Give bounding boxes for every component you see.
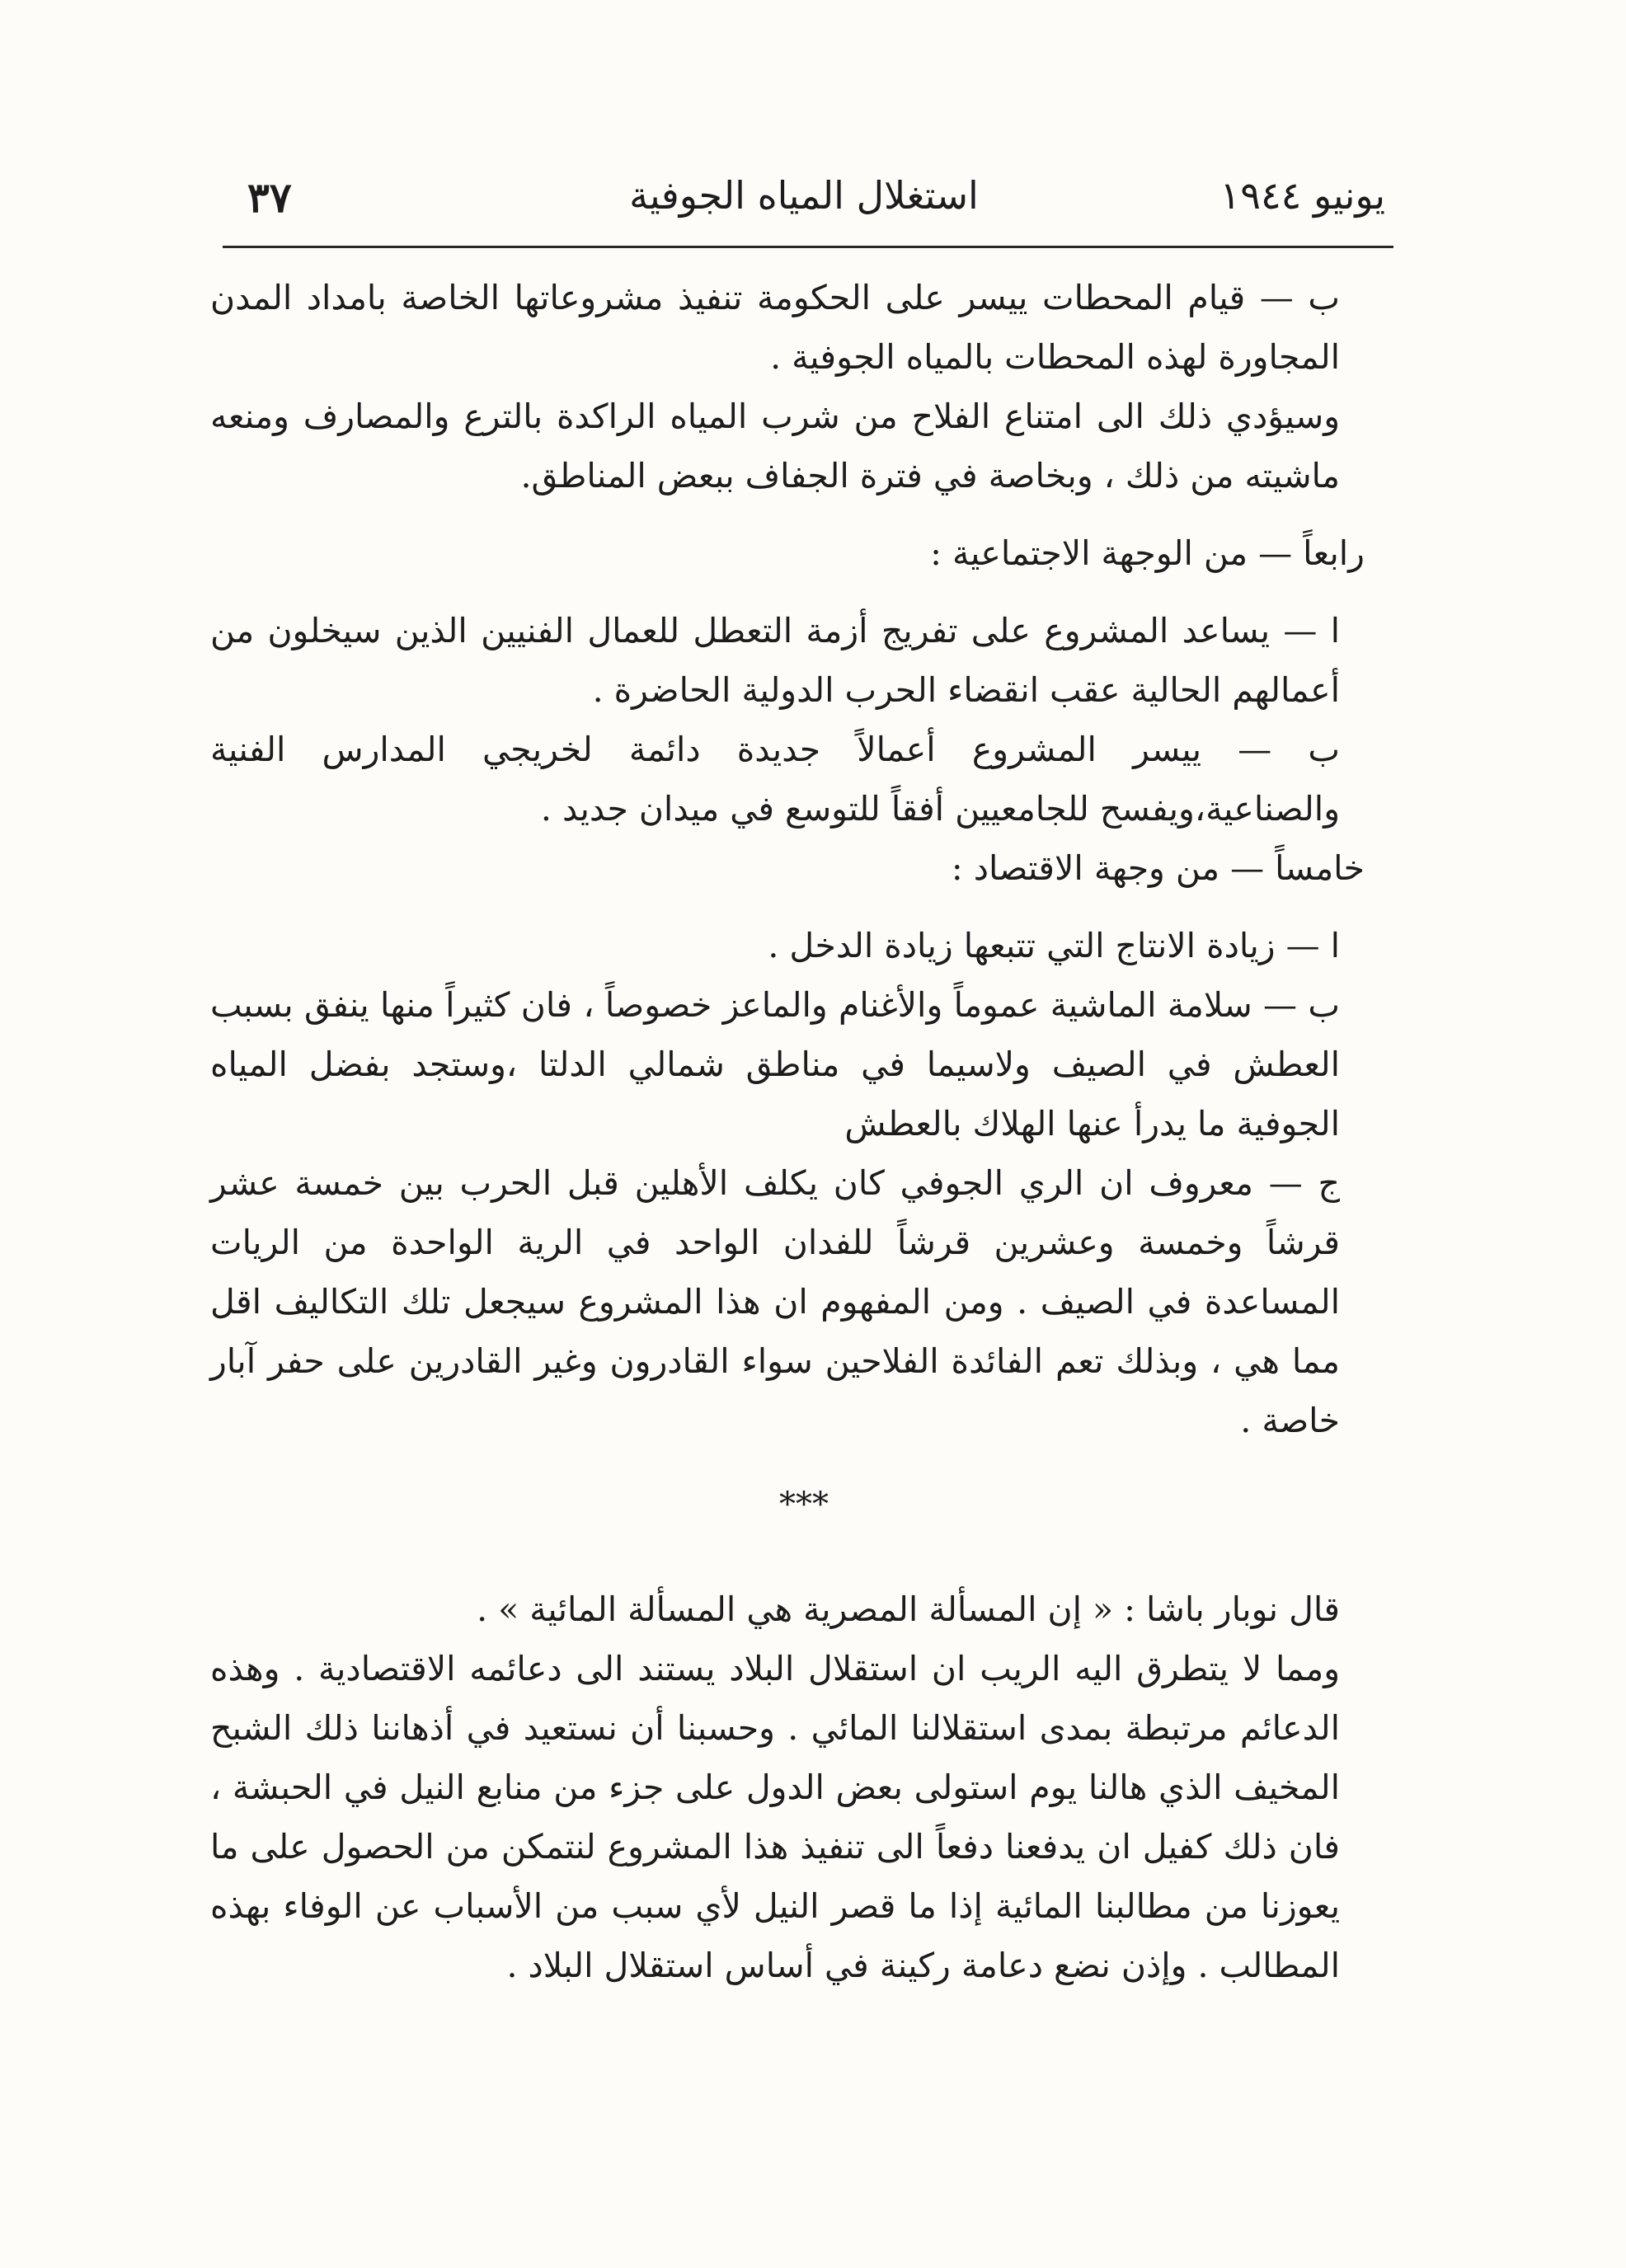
paragraph-b-stations: ب — قيام المحطات ييسر على الحكومة تنفيذ مشروعاتها الخاصة بامداد المدن المجاورة لهذه المحطات بالمياه الجوفية . — [210, 278, 1340, 377]
header-divider — [223, 246, 1393, 248]
page-number: ٣٧ — [247, 173, 292, 222]
section-separator: *** — [779, 1486, 829, 1524]
page-body — [210, 268, 1398, 1995]
page-header — [223, 157, 1385, 239]
section-heading-economy: خامساً — من وجهة الاقتصاد : — [951, 848, 1365, 888]
paragraph-stagnant-water: وسيؤدي ذلك الى امتناع الفلاح من شرب المياه الراكدة بالترع والمصارف ومنعه ماشيته من ذلك ، وبخاصة في فترة الجفاف ببعض المناطق. — [210, 397, 1340, 495]
paragraph-a-production: ا — زيادة الانتاج التي تتبعها زيادة الدخل . — [768, 926, 1340, 965]
header-date: يونيو ١٩٤٤ — [1220, 173, 1385, 218]
quote-nubar-pasha: قال نوبار باشا : « إن المسألة المصرية هي المسألة المائية » . — [477, 1589, 1340, 1629]
paragraph-b-graduates: ب — ييسر المشروع أعمالاً جديدة دائمة لخريجي المدارس الفنية والصناعية،ويفسح للجامعيين أفقاً للتوسع في ميدان جديد . — [210, 730, 1340, 829]
paragraph-b-livestock: ب — سلامة الماشية عموماً والأغنام والماعز خصوصاً ، فان كثيراً منها ينفق بسبب العطش في الصيف ولاسيما في مناطق شمالي الدلتا ،وستجد بفضل المياه الجوفية ما يدرأ عنها الهلاك بالعطش — [210, 985, 1340, 1143]
paragraph-a-unemployment: ا — يساعد المشروع على تفريج أزمة التعطل للعمال الفنيين الذين سيخلون من أعمالهم الحالية عقب انقضاء الحرب الدولية الحاضرة . — [210, 611, 1340, 710]
section-heading-social: رابعاً — من الوجهة الاجتماعية : — [930, 533, 1365, 573]
paragraph-water-independence: ومما لا يتطرق اليه الريب ان استقلال البلاد يستند الى دعائمه الاقتصادية . وهذه الدعائم مرتبطة بمدى استقلالنا المائي . وحسبنا أن نستعيد في أذهاننا ذلك الشبح المخيف الذي هالنا يوم استولى بعض الدول على جزء من منابع النيل في الحبشة ، فان ذلك كفيل ان يدفعنا دفعاً الى تنفيذ هذا المشروع لنتمكن من الحصول على ما يعوزنا من مطالبنا المائية إذا ما قصر النيل لأي سبب من الأسباب عن الوفاء بهذه المطالب . وإذن نضع دعامة ركينة في أساس استقلال البلاد . — [210, 1649, 1340, 1985]
paragraph-c-irrigation-cost: ج — معروف ان الري الجوفي كان يكلف الأهلين قبل الحرب بين خمسة عشر قرشاً وخمسة وعشرين قرشاً للفدان الواحد في الرية الواحدة من الريات المساعدة في الصيف . ومن المفهوم ان هذا المشروع سيجعل تلك التكاليف اقل مما هي ، وبذلك تعم الفائدة الفلاحين سواء القادرون وغير القادرين على حفر آبار خاصة . — [210, 1163, 1340, 1440]
header-title: استغلال المياه الجوفية — [629, 173, 979, 218]
